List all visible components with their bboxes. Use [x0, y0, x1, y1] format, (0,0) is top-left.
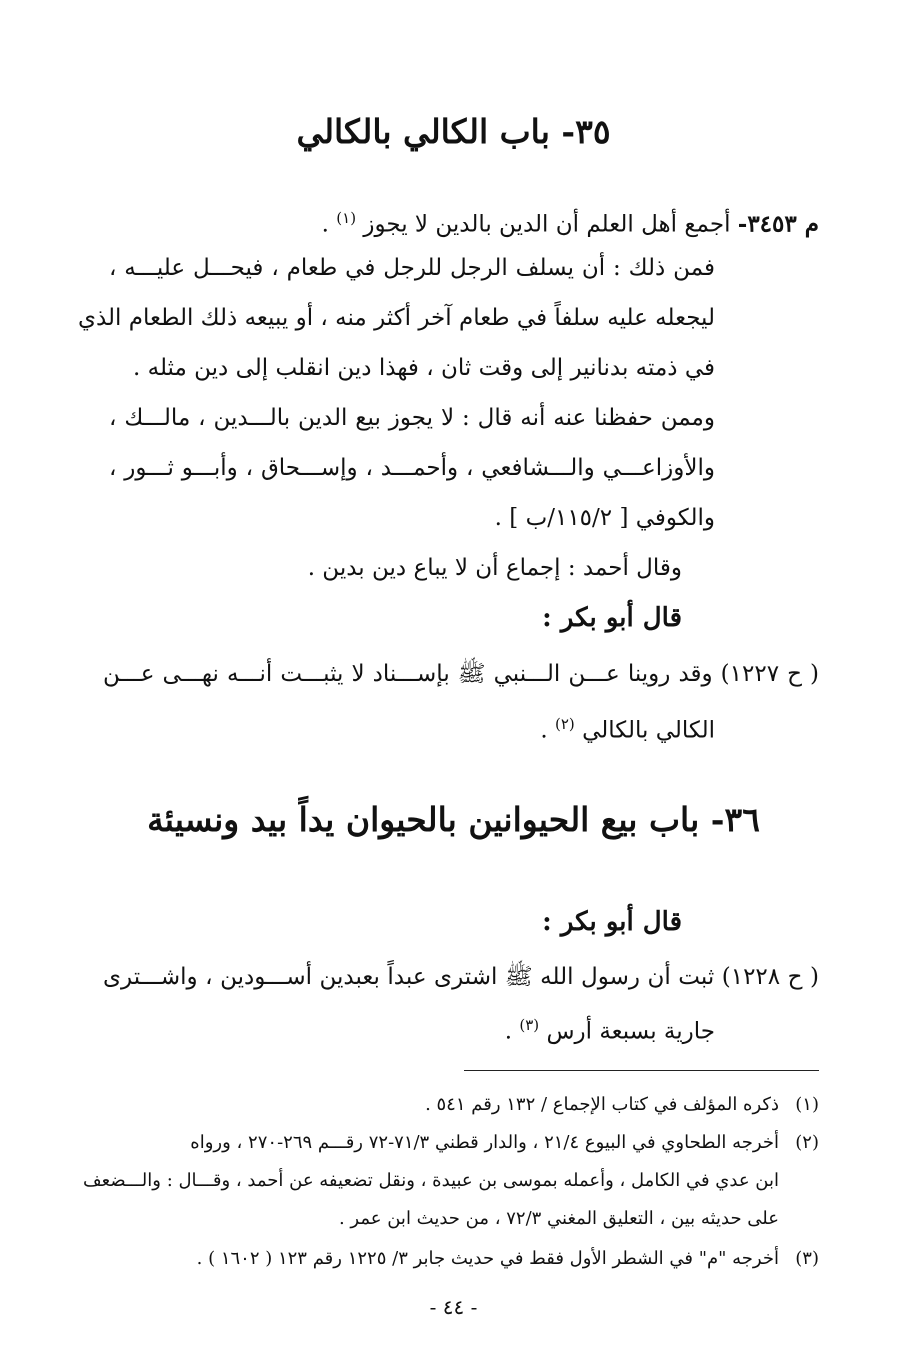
hadith-1228-end: . — [504, 1018, 513, 1045]
footnote-3 — [197, 1244, 819, 1274]
footnote-ref-1: (١) — [336, 209, 357, 227]
footnote-separator — [464, 1070, 819, 1071]
hadith-1228-line-2 — [505, 1005, 715, 1052]
page-number: - ٤٤ - — [429, 1295, 478, 1319]
entry-text: أجمع أهل العلم أن الدين بالدين لا يجوز — [363, 211, 731, 238]
footnote-1-number: (١) — [795, 1094, 819, 1115]
abu-bakr-heading-2: قال أبو بكر : — [542, 907, 682, 937]
footnote-1 — [425, 1090, 819, 1120]
footnote-ref-2: (٢) — [555, 715, 575, 733]
para1-line-1: فمن ذلك : أن يسلف الرجل للرجل في طعام ، فيحـــل عليـــه ، — [109, 255, 715, 281]
footnote-2-text-1: أخرجه الطحاوي في البيوع ٢١/٤ ، والدار قطني ٧١/٣-٧٢ رقـــم ٢٦٩-٢٧٠ ، ورواه — [190, 1132, 779, 1153]
hadith-1227-line-2 — [540, 704, 715, 751]
para2-line-2: والأوزاعـــي والـــشافعي ، وأحمـــد ، وإســـحاق ، وأبـــو ثـــور ، — [109, 455, 715, 481]
footnote-2-line-1 — [103, 1128, 819, 1158]
ahmad-statement: وقال أحمد : إجماع أن لا يباع دين بدين . — [307, 555, 682, 581]
hadith-1227-text: الكالي بالكالي — [582, 717, 715, 744]
footnote-3-number: (٣) — [795, 1248, 819, 1269]
entry-id: م ٣٤٥٣- — [737, 210, 819, 238]
hadith-1227-end: . — [540, 717, 548, 744]
hadith-1228-line-1: ( ح ١٢٢٨) ثبت أن رسول الله ﷺ اشترى عبداً بعبدين أســـودين ، واشـــترى — [103, 964, 819, 990]
entry-line — [322, 198, 819, 245]
footnote-2-line-3: على حديثه بين ، التعليق المغني ٧٢/٣ ، من حديث ابن عمر . — [338, 1208, 779, 1229]
abu-bakr-heading-1: قال أبو بكر : — [542, 603, 682, 633]
footnote-3-text: أخرجه "م" في الشطر الأول فقط في حديث جابر ٣/ ١٢٢٥ رقم ١٢٣ ( ١٦٠٢ ) . — [196, 1248, 779, 1269]
para1-line-2: ليجعله عليه سلفاً في طعام آخر أكثر منه ، أو يبيعه ذلك الطعام الذي — [77, 305, 715, 331]
para1-line-3: في ذمته بدنانير إلى وقت ثان ، فهذا دين انقلب إلى دين مثله . — [132, 355, 715, 381]
footnote-ref-3: (٣) — [519, 1016, 540, 1034]
footnote-2-number: (٢) — [795, 1132, 819, 1153]
footnote-1-text: ذكره المؤلف في كتاب الإجماع / ١٣٢ رقم ٥٤١ . — [425, 1094, 779, 1115]
chapter-35-title: ٣٥- باب الكالي بالكالي — [296, 112, 611, 151]
hadith-1228-text: جارية بسبعة أرس — [546, 1018, 715, 1045]
hadith-1227-line-1: ( ح ١٢٢٧) وقد روينا عـــن الـــنبي ﷺ بإســـناد لا يثبـــت أنـــه نهـــى عـــن — [103, 661, 820, 687]
chapter-36-title: ٣٦- باب بيع الحيوانين بالحيوان يداً بيد ونسيئة — [147, 800, 760, 839]
para2-line-1: وممن حفظنا عنه أنه قال : لا يجوز بيع الدين بالـــدين ، مالـــك ، — [109, 405, 715, 431]
para2-line-3: والكوفي [ ١١٥/٢/ب ] . — [494, 505, 715, 531]
entry-end: . — [321, 211, 329, 238]
footnote-2-line-2: ابن عدي في الكامل ، وأعمله بموسى بن عبيدة ، ونقل تضعيفه عن أحمد ، وقـــال : والـــضعف — [83, 1170, 779, 1191]
